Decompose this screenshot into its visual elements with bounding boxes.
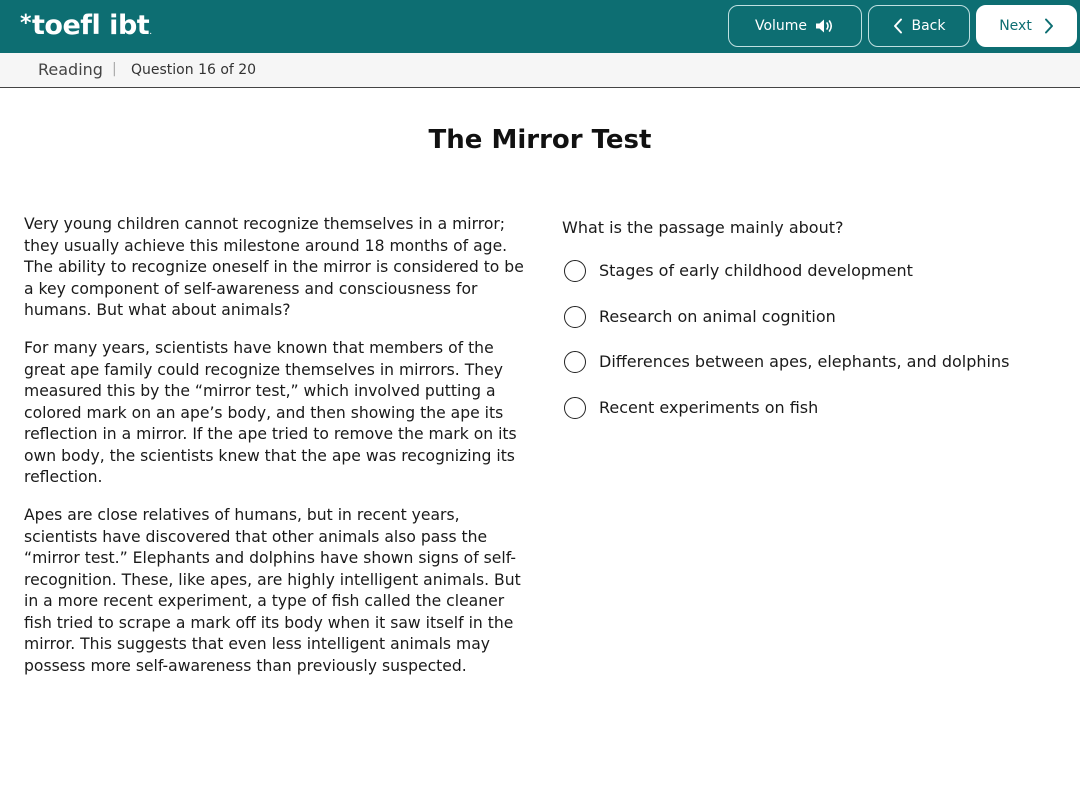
answer-option-2[interactable] (564, 305, 1064, 351)
reading-passage (24, 214, 524, 694)
logo-text: toefl ibt (32, 10, 150, 41)
volume-label: Volume (754, 18, 808, 34)
answer-option-4[interactable] (564, 396, 1064, 442)
divider: | (112, 61, 117, 77)
radio-button[interactable] (564, 306, 586, 328)
chevron-left-icon (893, 18, 903, 34)
answer-options (564, 259, 1064, 441)
passage-paragraph: Apes are close relatives of humans, but in recent years, scientists have discovered that other animals also pass the “mirror test.” Elephants and dolphins have shown signs of self-recognition. These, like apes, are highly intelligent animals. But in a more recent experiment, a type of fish called the cleaner fish tried to scrape a mark off its body when it saw itself in the mirror. This suggests that even less intelligent animals may possess more self-awareness than previously suspected. (24, 506, 521, 675)
passage-paragraph: For many years, scientists have known that members of the great ape family could recognize themselves in mirrors. They measured this by the “mirror test,” which involved putting a colored mark on an ape’s body, and then showing the ape its reflection in a mirror. If the ape tried to remove the mark on its own body, the scientists knew that the ape was recognizing its reflection. (24, 339, 517, 486)
answer-option-1[interactable] (564, 259, 1064, 305)
section-name: Reading (38, 60, 103, 79)
passage-title: The Mirror Test (428, 125, 652, 155)
top-bar (0, 0, 1080, 53)
section-bar (0, 53, 1080, 88)
back-button[interactable] (868, 5, 970, 47)
next-button[interactable] (976, 5, 1077, 47)
radio-button[interactable] (564, 351, 586, 373)
question-prompt: What is the passage mainly about? (562, 218, 844, 237)
radio-button[interactable] (564, 397, 586, 419)
passage-paragraph: Very young children cannot recognize themselves in a mirror; they usually achieve this milestone around 18 months of age. The ability to recognize oneself in the mirror is considered to be a key component of self-awareness and consciousness for humans. But what about animals? (24, 215, 524, 319)
answer-text: Research on animal cognition (599, 306, 836, 326)
toefl-ibt-logo (20, 8, 152, 50)
question-counter: Question 16 of 20 (131, 62, 257, 78)
chevron-right-icon (1044, 18, 1054, 34)
answer-text: Recent experiments on fish (599, 397, 819, 417)
radio-button[interactable] (564, 260, 586, 282)
answer-text: Stages of early childhood development (599, 261, 913, 280)
speaker-icon (815, 18, 835, 34)
next-label: Next (999, 18, 1032, 34)
answer-text: Differences between apes, elephants, and dolphins (599, 352, 1010, 371)
back-label: Back (911, 18, 946, 34)
volume-button[interactable] (728, 5, 862, 47)
logo-mark: . (149, 27, 152, 37)
logo-star: * (20, 11, 32, 36)
answer-option-3[interactable] (564, 350, 1064, 396)
